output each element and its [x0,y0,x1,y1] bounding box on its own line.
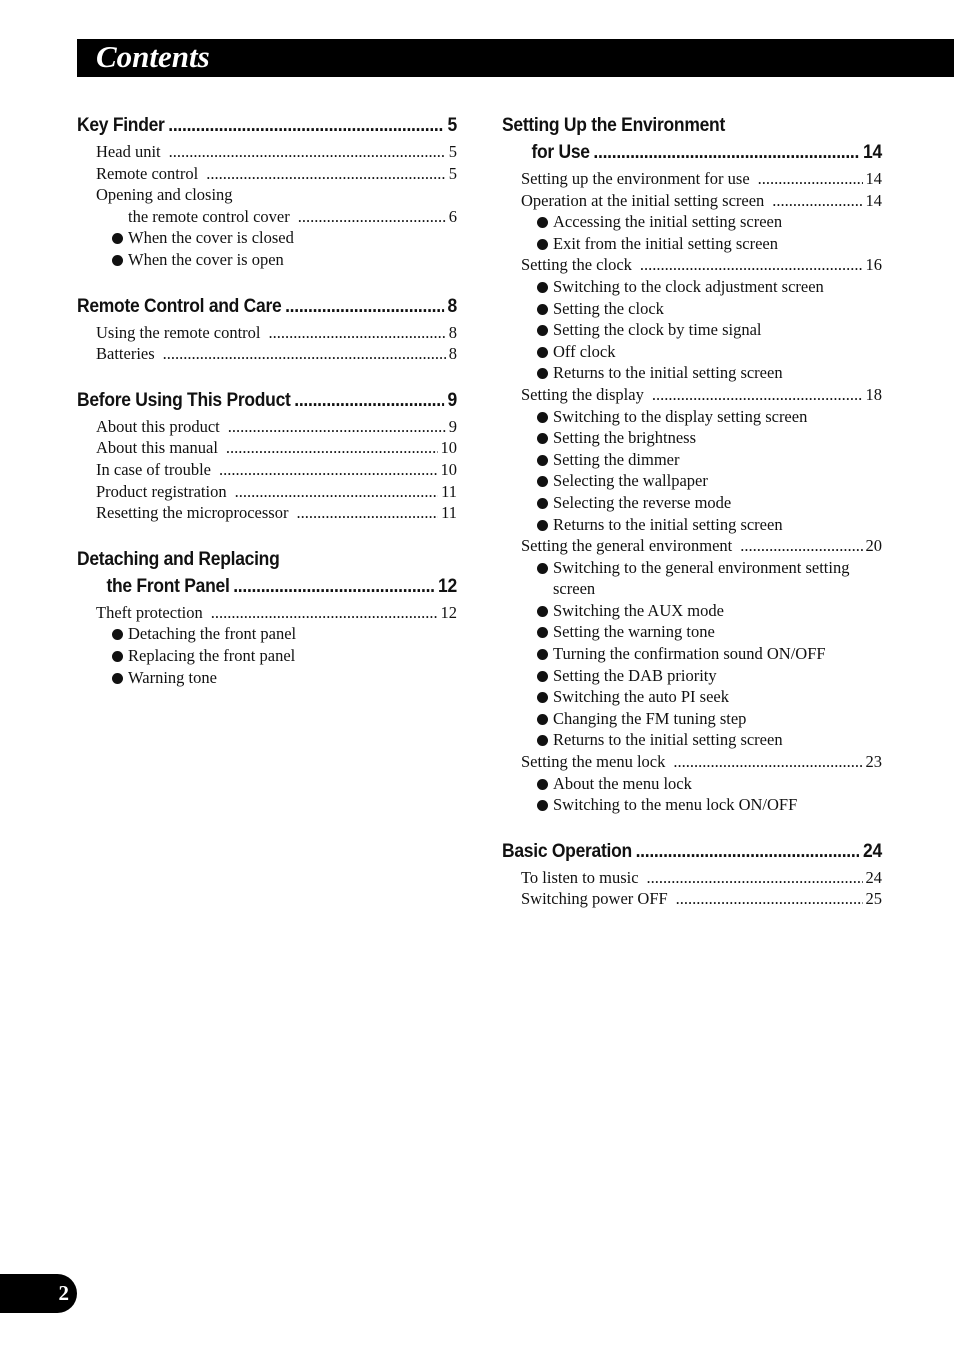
bullet-text: Selecting the reverse mode [553,492,732,512]
bullet-icon [537,800,548,811]
toc-entry[interactable] [502,384,882,406]
entry-text: the remote control cover [128,206,290,226]
bullet-text: Accessing the initial setting screen [553,212,783,232]
toc-bullet-item [77,623,457,645]
section-entries [77,602,457,688]
bullet-text: Returns to the initial setting screen [553,363,783,383]
bullet-icon [537,325,548,336]
toc-entry[interactable] [77,206,457,228]
bullet-icon [537,433,548,444]
section-heading[interactable] [77,546,457,600]
toc-entry-row [502,535,882,557]
toc-entry-row [77,459,457,481]
bullet-icon [537,282,548,293]
toc-bullet-item [502,643,882,665]
entry-text: To listen to music [521,867,639,887]
section-heading-line2 [502,139,882,166]
toc-entry[interactable] [502,535,882,557]
bullet-text: Switching to the menu lock ON/OFF [553,795,798,815]
toc-bullet-item [502,665,882,687]
bullet-text: Returns to the initial setting screen [553,514,783,534]
dot-leader [636,838,860,865]
toc-bullet-item [502,708,882,730]
dot-leader [298,206,446,228]
bullet-icon [537,412,548,423]
entry-page: 24 [865,867,882,887]
bullet-icon [537,217,548,228]
bullet-icon [537,606,548,617]
bullet-text: Warning tone [128,667,217,687]
toc-entry-row [77,206,457,228]
section-heading-text: for Use [531,142,590,163]
toc-section [77,293,457,365]
toc-entry[interactable] [502,686,882,708]
dot-leader [296,502,438,524]
bullet-icon [537,347,548,358]
entry-text: Head unit [96,142,161,161]
toc-entry[interactable] [77,416,457,438]
toc-entry[interactable] [502,492,882,514]
toc-entry[interactable] [502,190,882,212]
section-page: 14 [863,142,882,163]
toc-entry[interactable] [77,459,457,481]
toc-entry-row [502,190,882,212]
toc-entry[interactable] [502,168,882,190]
dot-leader [226,437,438,459]
entry-page: 20 [865,536,882,556]
entry-page: 23 [865,752,882,772]
entry-page: 11 [441,481,457,501]
dot-leader [673,751,862,773]
bullet-text: Turning the confirmation sound ON/OFF [553,644,826,664]
toc-bullet-item [502,362,882,384]
dot-leader [169,141,446,163]
section-heading-line1: Setting Up the Environment [502,115,725,136]
entry-page: 8 [448,322,457,342]
bullet-icon [537,368,548,379]
section-entries [77,141,457,271]
toc-bullet-item [502,406,882,428]
toc-entry[interactable] [77,437,457,459]
bullet-icon [537,779,548,790]
toc-entry[interactable] [77,481,457,503]
toc-entry[interactable] [502,557,882,600]
toc-entry[interactable] [502,794,882,816]
section-entries [77,416,457,524]
toc-entry[interactable] [77,141,457,163]
toc-entry[interactable] [502,621,882,643]
toc-section [77,112,457,271]
toc-entry[interactable] [502,514,882,536]
toc-entry[interactable] [77,623,457,645]
dot-leader [219,459,438,481]
toc-entry[interactable] [502,319,882,341]
section-heading[interactable] [77,112,457,139]
entry-page: 5 [448,163,457,183]
toc-bullet-item [502,514,882,536]
toc-entry[interactable] [502,867,882,889]
entry-page: 16 [865,255,882,275]
bullet-text: Setting the warning tone [553,622,715,642]
entry-text: Remote control [96,163,199,183]
toc-entry-row [77,481,457,503]
entry-text: Using the remote control [96,322,261,342]
bullet-icon [537,692,548,703]
toc-bullet-item [502,794,882,816]
bullet-icon [537,627,548,638]
toc-entry[interactable] [502,276,882,298]
dot-leader [647,867,863,889]
section-page: 8 [447,295,457,317]
bullet-text: Switching to the clock adjustment screen [553,276,824,296]
toc-entry[interactable] [77,602,457,624]
section-heading-text: the Front Panel [106,575,230,597]
dot-leader [740,535,862,557]
toc-bullet-item [77,249,457,271]
toc-entry[interactable] [502,298,882,320]
toc-entry-row [502,254,882,276]
toc-entry[interactable] [502,341,882,363]
entry-page: 8 [448,344,457,364]
entry-text: Switching power OFF [521,889,668,909]
toc-bullet-item [502,686,882,708]
toc-bullet-item [77,645,457,667]
entry-text: Setting the menu lock [521,752,666,772]
dot-leader [640,254,863,276]
toc-entry[interactable] [502,665,882,687]
bullet-icon [537,714,548,725]
dot-leader [211,602,438,624]
bullet-icon [537,498,548,509]
bullet-icon [112,673,123,684]
toc-entry-row [77,602,457,624]
dot-leader [228,416,446,438]
entry-text: Operation at the initial setting screen [521,190,765,210]
section-heading-line1 [77,387,457,414]
dot-leader [294,387,444,414]
bullet-text: Selecting the wallpaper [553,471,708,491]
toc-entry-row [502,751,882,773]
bullet-text: Detaching the front panel [128,624,297,644]
entry-text: In case of trouble [96,459,211,479]
dot-leader [163,343,446,365]
toc-entry[interactable] [502,362,882,384]
bullet-icon [537,455,548,466]
section-heading[interactable] [77,387,457,414]
bullet-text: Switching to the display setting screen [553,406,808,426]
bullet-text: When the cover is open [128,249,284,269]
entry-page: 12 [440,602,457,622]
toc-entry[interactable] [77,163,457,185]
page-number-tab [0,1274,77,1313]
section-heading-text: Basic Operation [502,840,632,862]
bullet-icon [112,651,123,662]
toc-entry-row [77,502,457,524]
dot-leader [285,293,444,320]
section-page: 9 [447,389,457,411]
toc-entry[interactable] [502,254,882,276]
dot-leader [235,481,439,503]
entry-page: 9 [448,416,457,436]
section-heading-text: Key Finder [77,115,165,136]
bullet-icon [537,239,548,250]
toc-entry[interactable] [77,227,457,249]
toc-left-column [77,112,457,710]
dot-leader [206,163,446,185]
section-heading-line1 [77,293,457,320]
entry-text: Setting the display [521,384,644,404]
bullet-icon [537,304,548,315]
bullet-text: Setting the clock [553,298,664,318]
bullet-icon [537,735,548,746]
bullet-text: Setting the dimmer [553,449,680,469]
toc-bullet-item [77,227,457,249]
bullet-text: Setting the brightness [553,428,696,448]
section-heading[interactable] [502,838,882,865]
bullet-text: Exit from the initial setting screen [553,233,778,253]
toc-bullet-item [502,773,882,795]
entry-text: Setting the general environment [521,536,733,556]
section-heading-line1: Detaching and Replacing [77,548,280,570]
entry-text: About this product [96,416,220,436]
toc-entry[interactable] [502,888,882,910]
toc-entry[interactable] [77,343,457,365]
dot-leader [676,888,863,910]
dot-leader [233,573,434,600]
entry-page: 14 [865,190,882,210]
toc-entry-row [77,163,457,185]
section-page: 5 [447,115,457,136]
toc-entry[interactable] [502,600,882,622]
section-heading[interactable] [502,112,882,166]
toc-entry-row [77,141,457,163]
toc-bullet-item [502,341,882,363]
toc-entry-row [77,437,457,459]
dot-leader [168,112,444,139]
toc-bullet-item [502,621,882,643]
bullet-text: Returns to the initial setting screen [553,730,783,750]
section-page: 24 [863,840,882,862]
toc-bullet-item [502,211,882,233]
toc-entry-row [77,343,457,365]
bullet-icon [112,255,123,266]
toc-entry[interactable] [77,502,457,524]
entry-page: 10 [440,438,457,458]
toc-entry[interactable] [502,427,882,449]
toc-entry-row [502,888,882,910]
toc-entry-row [77,416,457,438]
toc-entry[interactable] [77,322,457,344]
toc-entry-row [502,168,882,190]
bullet-text: Switching the auto PI seek [553,687,729,707]
section-heading-text: Remote Control and Care [77,295,282,317]
bullet-text: When the cover is closed [128,228,294,248]
entry-page: 18 [865,384,882,404]
toc-bullet-item [502,319,882,341]
toc-section [77,546,457,688]
dot-leader [593,139,859,166]
toc-entry[interactable] [77,645,457,667]
toc-bullet-item [502,557,882,600]
entry-page: 10 [440,459,457,479]
bullet-text: Setting the DAB priority [553,665,717,685]
entry-text: Opening and closing [96,185,233,205]
section-heading-line1 [502,838,882,865]
bullet-icon [537,520,548,531]
toc-entry [77,184,457,206]
page-number: 2 [58,1281,69,1305]
entry-text: Product registration [96,481,227,501]
section-entries [77,322,457,365]
toc-bullet-item [502,276,882,298]
section-heading-line2 [77,573,457,600]
bullet-text: Switching to the general environment setting screen [553,557,850,599]
toc-bullet-item [502,298,882,320]
toc-bullet-item [502,600,882,622]
toc-entry-row [502,867,882,889]
toc-entry[interactable] [502,773,882,795]
bullet-text: Changing the FM tuning step [553,708,747,728]
entry-page: 25 [865,889,882,909]
toc-section [77,387,457,524]
entry-text: Setting up the environment for use [521,169,750,188]
toc-entry[interactable] [502,751,882,773]
toc-entry[interactable] [502,449,882,471]
toc-bullet-item [502,449,882,471]
bullet-icon [112,233,123,244]
bullet-text: Switching the AUX mode [553,600,724,620]
toc-bullet-item [502,470,882,492]
entry-page: 6 [448,206,457,226]
bullet-text: Off clock [553,341,616,361]
section-heading-text: Before Using This Product [77,389,291,411]
toc-entry[interactable] [502,233,882,255]
toc-bullet-item [502,729,882,751]
entry-text: About this manual [96,438,218,458]
entry-text: Theft protection [96,602,203,622]
toc-entry[interactable] [502,470,882,492]
toc-bullet-item [77,667,457,689]
section-heading-line1 [77,112,457,139]
toc-bullet-item [502,427,882,449]
entry-text: Setting the clock [521,255,632,275]
contents-banner [77,39,954,77]
dot-leader [772,190,862,212]
bullet-icon [112,629,123,640]
toc-entry[interactable] [77,249,457,271]
bullet-icon [537,649,548,660]
page-title: Contents [96,39,210,74]
section-entries [502,867,882,910]
toc-right-column [502,112,882,932]
section-page: 12 [438,575,457,597]
entry-page: 5 [448,142,457,161]
toc-bullet-item [502,233,882,255]
entry-text: Resetting the microprocessor [96,503,289,523]
toc-entry[interactable] [502,211,882,233]
toc-entry[interactable] [502,729,882,751]
bullet-icon [537,563,548,574]
toc-entry[interactable] [502,708,882,730]
entry-text: Batteries [96,344,155,364]
entry-page: 11 [441,503,457,523]
toc-entry[interactable] [502,643,882,665]
section-entries [502,168,882,816]
dot-leader [652,384,863,406]
toc-section [502,838,882,910]
toc-entry-row [77,322,457,344]
bullet-icon [537,476,548,487]
toc-bullet-item [502,492,882,514]
toc-entry[interactable] [502,406,882,428]
dot-leader [269,322,446,344]
section-heading[interactable] [77,293,457,320]
bullet-icon [537,671,548,682]
bullet-text: Setting the clock by time signal [553,320,762,340]
bullet-text: Replacing the front panel [128,645,296,665]
dot-leader [758,168,863,190]
toc-section [502,112,882,816]
entry-page: 14 [865,169,882,188]
bullet-text: About the menu lock [553,773,692,793]
toc-entry-row [502,384,882,406]
toc-entry[interactable] [77,667,457,689]
